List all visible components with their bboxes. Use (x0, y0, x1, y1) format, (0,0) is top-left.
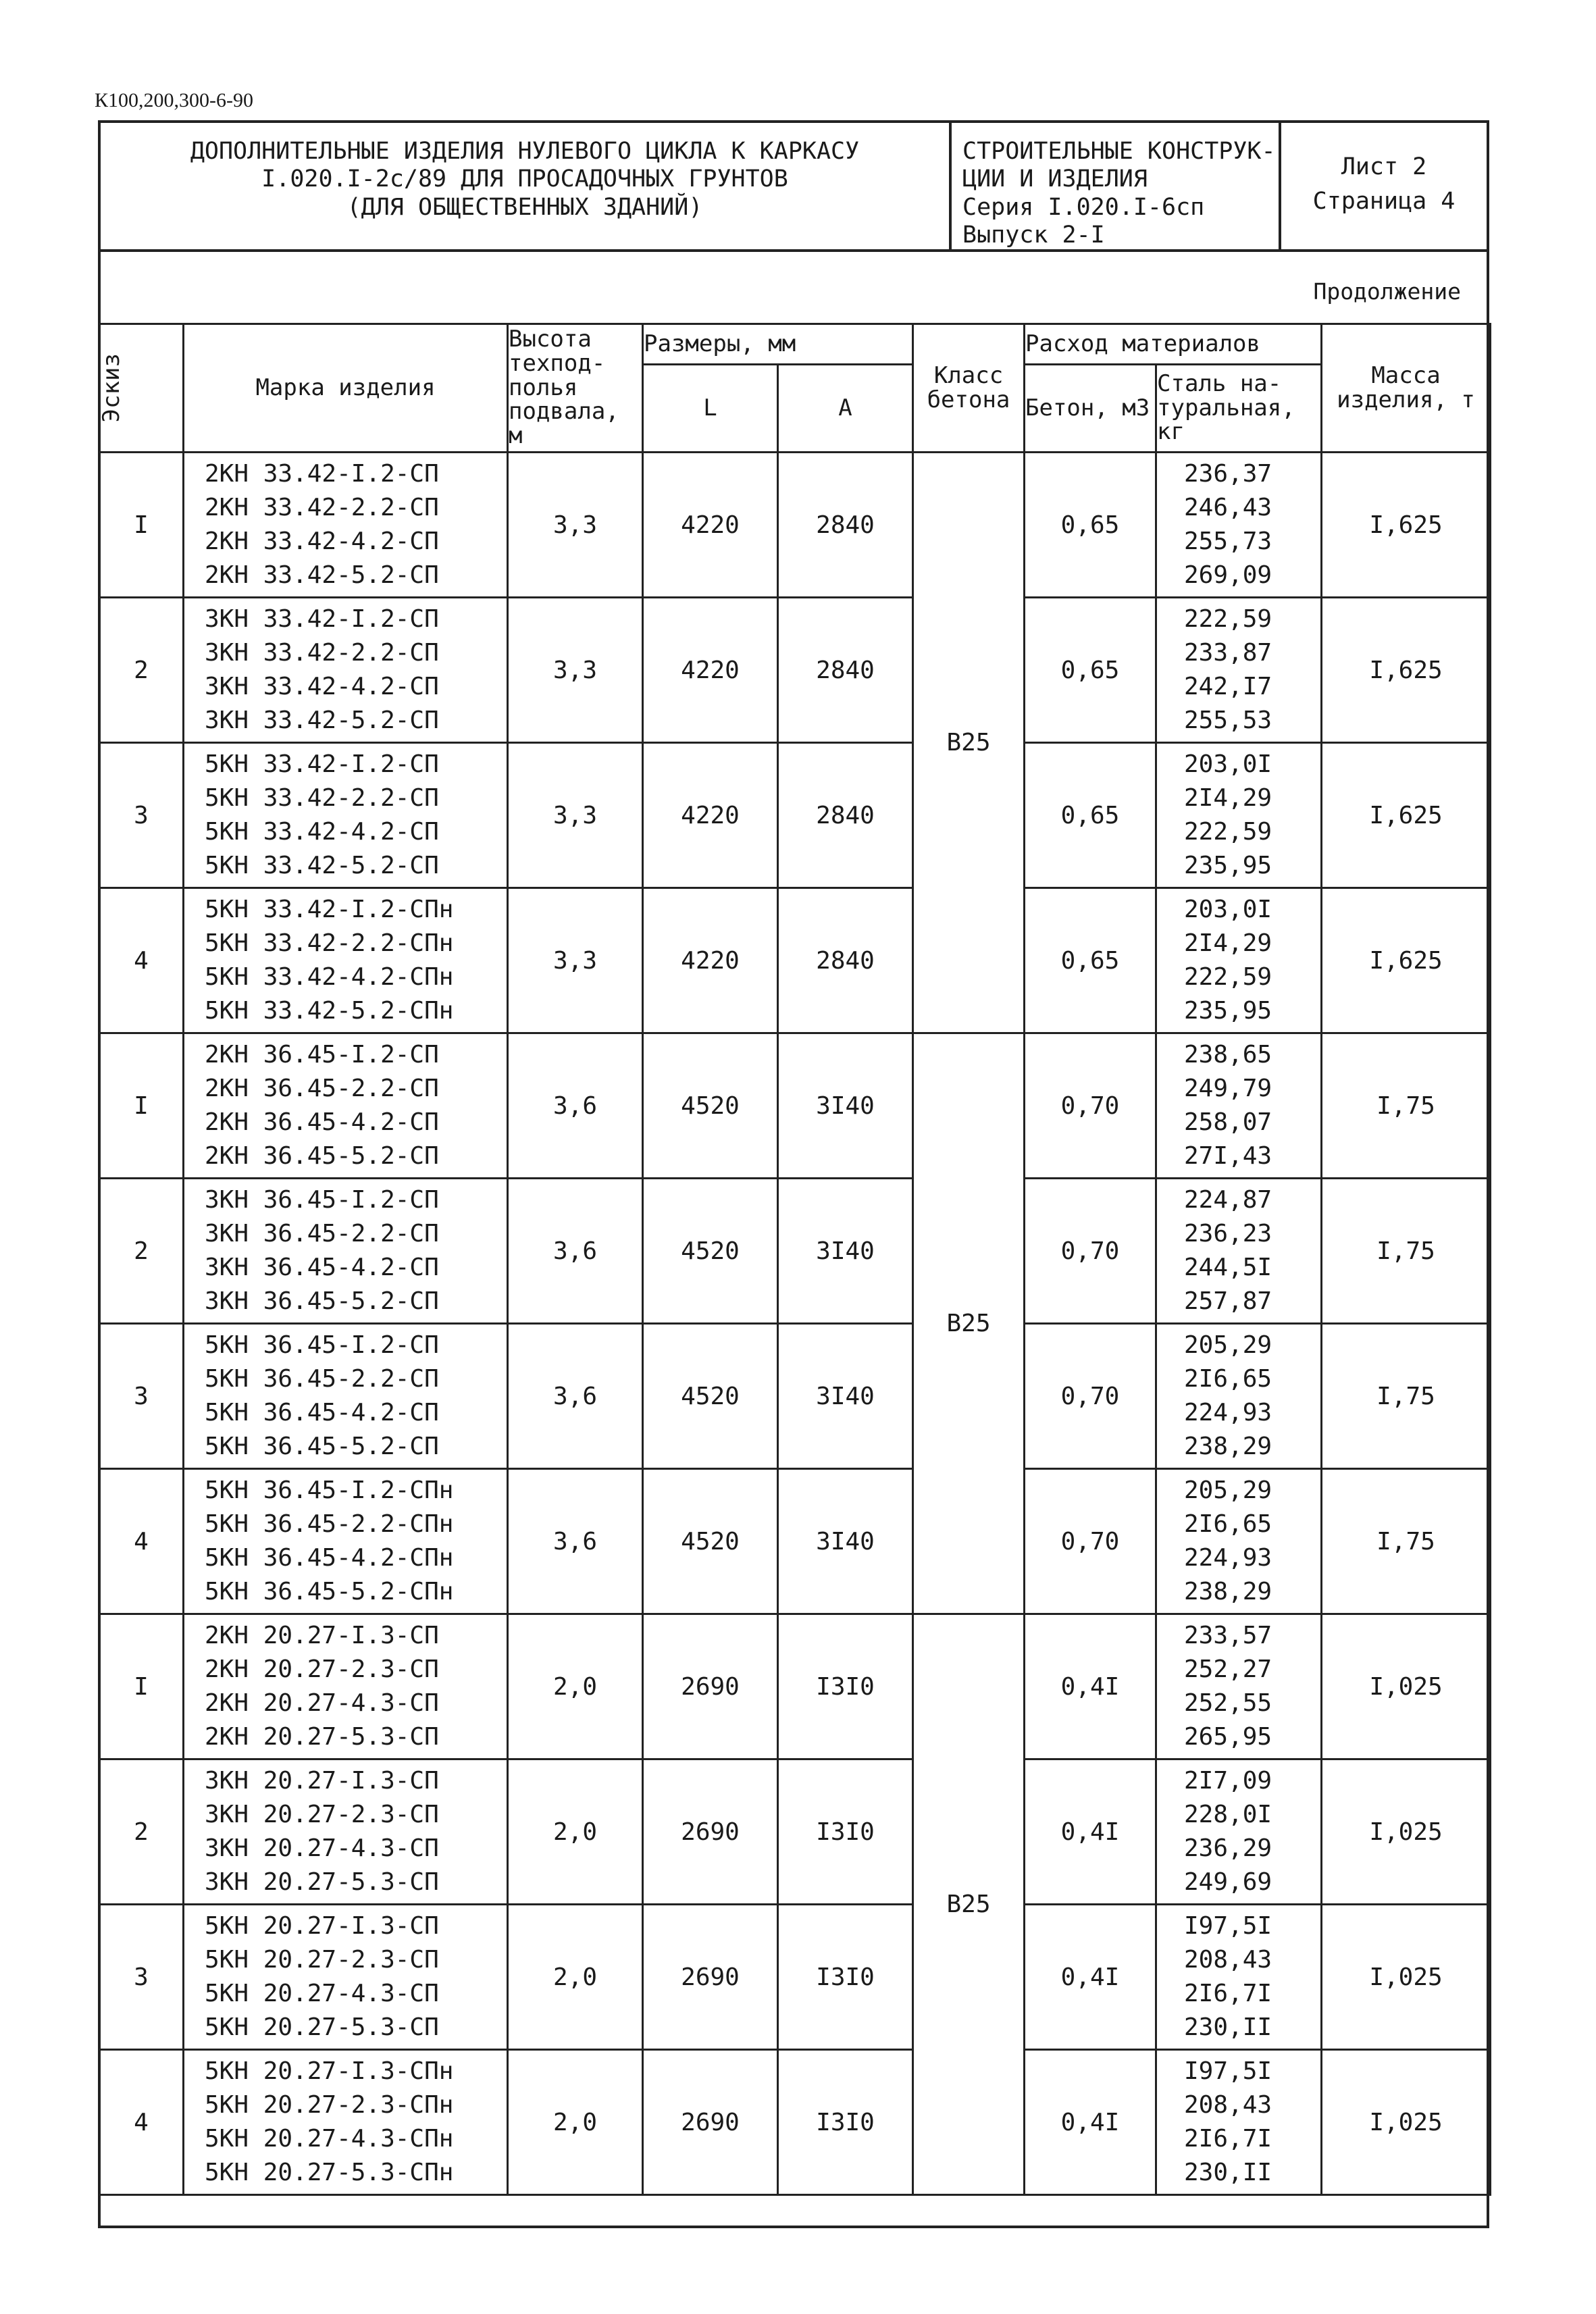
mark-line: 5КН 36.45-2.2-СП (205, 1365, 439, 1393)
steel-cell (1156, 743, 1322, 888)
mark-cell (184, 1179, 508, 1324)
width-cell: I3I0 (778, 1614, 913, 1759)
sketch-cell: I (99, 453, 184, 598)
mark-line: 2КН 36.45-5.2-СП (205, 1142, 439, 1170)
height-cell: 3,3 (508, 598, 643, 743)
mark-line: 3КН 33.42-2.2-СП (205, 639, 439, 667)
height-cell: 3,6 (508, 1179, 643, 1324)
steel-value: 246,43 (1184, 494, 1272, 521)
steel-value: 224,93 (1184, 1544, 1272, 1572)
width-cell: I3I0 (778, 1905, 913, 2050)
mark-cell (184, 1469, 508, 1614)
width-cell: 2840 (778, 743, 913, 888)
mark-cell (184, 1905, 508, 2050)
table-row (99, 743, 1491, 888)
series-info (952, 123, 1281, 249)
steel-value: 208,43 (1184, 1946, 1272, 1974)
width-cell: 3I40 (778, 1033, 913, 1179)
mark-line: 2КН 20.27-2.3-СП (205, 1655, 439, 1683)
mark-cell (184, 743, 508, 888)
length-cell: 2690 (643, 1614, 778, 1759)
mark-line: 5КН 36.45-I.2-СПн (205, 1476, 454, 1504)
steel-value: 235,95 (1184, 997, 1272, 1025)
steel-value: 257,87 (1184, 1287, 1272, 1315)
mark-line: 3КН 20.27-2.3-СП (205, 1801, 439, 1828)
mark-cell (184, 1324, 508, 1469)
concrete-class-cell: В25 (913, 1614, 1025, 2195)
width-cell: 3I40 (778, 1469, 913, 1614)
width-cell: 3I40 (778, 1179, 913, 1324)
mark-line: 3КН 36.45-4.2-СП (205, 1254, 439, 1281)
steel-cell (1156, 598, 1322, 743)
concrete-class-cell: В25 (913, 453, 1025, 1033)
mark-line: 5КН 36.45-5.2-СП (205, 1433, 439, 1460)
width-cell: I3I0 (778, 1759, 913, 1905)
mass-cell: I,025 (1322, 1905, 1491, 2050)
mass-cell: I,75 (1322, 1033, 1491, 1179)
table-row (99, 598, 1491, 743)
mark-line: 2КН 20.27-I.3-СП (205, 1622, 439, 1649)
concrete-volume-cell: 0,65 (1025, 888, 1156, 1033)
table-row (99, 1033, 1491, 1179)
length-cell: 2690 (643, 2050, 778, 2195)
steel-value: 255,73 (1184, 528, 1272, 555)
steel-cell (1156, 1469, 1322, 1614)
concrete-volume-cell: 0,70 (1025, 1469, 1156, 1614)
sheet-number: Лист 2 (1341, 153, 1427, 180)
concrete-volume-cell: 0,70 (1025, 1179, 1156, 1324)
mark-cell (184, 598, 508, 743)
steel-cell (1156, 1905, 1322, 2050)
header-concrete-class: Класс бетона (913, 324, 1025, 453)
length-cell: 4220 (643, 453, 778, 598)
mark-cell (184, 888, 508, 1033)
mark-line: 5КН 33.42-4.2-СП (205, 818, 439, 846)
mark-line: 5КН 33.42-5.2-СПн (205, 997, 454, 1025)
height-cell: 3,6 (508, 1469, 643, 1614)
steel-value: 258,07 (1184, 1108, 1272, 1136)
steel-value: 249,79 (1184, 1075, 1272, 1102)
steel-value: 233,57 (1184, 1622, 1272, 1649)
concrete-volume-cell: 0,65 (1025, 598, 1156, 743)
mark-cell (184, 2050, 508, 2195)
length-cell: 4520 (643, 1033, 778, 1179)
sheet-info (1281, 123, 1487, 249)
sketch-cell: 4 (99, 1469, 184, 1614)
mark-line: 2КН 36.45-I.2-СП (205, 1041, 439, 1069)
header-sketch: Эскиз (99, 324, 184, 453)
steel-value: 2I6,7I (1184, 2125, 1272, 2153)
steel-cell (1156, 2050, 1322, 2195)
concrete-volume-cell: 0,4I (1025, 2050, 1156, 2195)
length-cell: 2690 (643, 1759, 778, 1905)
steel-value: 2I7,09 (1184, 1767, 1272, 1795)
mark-cell (184, 1033, 508, 1179)
steel-value: 2I6,65 (1184, 1510, 1272, 1538)
mark-line: 5КН 20.27-4.3-СП (205, 1980, 439, 2007)
steel-value: 235,95 (1184, 852, 1272, 879)
mark-line: 2КН 36.45-4.2-СП (205, 1108, 439, 1136)
table-row (99, 1469, 1491, 1614)
mark-line: 5КН 36.45-5.2-СПн (205, 1578, 454, 1605)
header-dimensions: Размеры, мм (643, 324, 913, 365)
mark-line: 5КН 36.45-4.2-СПн (205, 1544, 454, 1572)
steel-cell (1156, 1759, 1322, 1905)
mass-cell: I,025 (1322, 1614, 1491, 1759)
steel-value: 252,27 (1184, 1655, 1272, 1683)
steel-value: 2I4,29 (1184, 784, 1272, 812)
mass-cell: I,625 (1322, 453, 1491, 598)
mark-line: 5КН 20.27-I.3-СП (205, 1912, 439, 1940)
steel-value: 222,59 (1184, 818, 1272, 846)
header-A: A (778, 365, 913, 453)
mark-line: 2КН 33.42-I.2-СП (205, 460, 439, 488)
steel-value: 242,I7 (1184, 673, 1272, 700)
steel-cell (1156, 1324, 1322, 1469)
height-cell: 2,0 (508, 1614, 643, 1759)
steel-value: 2I6,7I (1184, 1980, 1272, 2007)
series-line: ЦИИ И ИЗДЕЛИЯ (962, 165, 1148, 193)
mass-cell: I,025 (1322, 2050, 1491, 2195)
mark-cell (184, 1759, 508, 1905)
concrete-volume-cell: 0,4I (1025, 1759, 1156, 1905)
steel-value: 224,87 (1184, 1186, 1272, 1214)
mass-cell: I,625 (1322, 743, 1491, 888)
steel-value: 236,29 (1184, 1834, 1272, 1862)
steel-value: 236,23 (1184, 1220, 1272, 1248)
steel-value: 252,55 (1184, 1689, 1272, 1717)
steel-cell (1156, 1614, 1322, 1759)
mark-line: 2КН 20.27-4.3-СП (205, 1689, 439, 1717)
concrete-volume-cell: 0,4I (1025, 1905, 1156, 2050)
series-line: Выпуск 2-I (962, 221, 1105, 249)
table-row (99, 1179, 1491, 1324)
height-cell: 2,0 (508, 2050, 643, 2195)
sketch-cell: 2 (99, 598, 184, 743)
steel-cell (1156, 1179, 1322, 1324)
mark-line: 3КН 33.42-4.2-СП (205, 673, 439, 700)
steel-value: 255,53 (1184, 706, 1272, 734)
mark-line: 3КН 33.42-I.2-СП (205, 605, 439, 633)
steel-value: 222,59 (1184, 605, 1272, 633)
title-line: ДОПОЛНИТЕЛЬНЫЕ ИЗДЕЛИЯ НУЛЕВОГО ЦИКЛА К КАРКАСУ (190, 138, 860, 165)
mark-line: 2КН 33.42-5.2-СП (205, 561, 439, 589)
steel-value: I97,5I (1184, 1912, 1272, 1940)
steel-value: 224,93 (1184, 1399, 1272, 1426)
mark-line: 5КН 20.27-2.3-СПн (205, 2091, 454, 2119)
table-row (99, 1324, 1491, 1469)
concrete-volume-cell: 0,70 (1025, 1324, 1156, 1469)
width-cell: 2840 (778, 888, 913, 1033)
height-cell: 3,6 (508, 1324, 643, 1469)
mark-line: 5КН 33.42-2.2-СПн (205, 929, 454, 957)
height-cell: 3,3 (508, 743, 643, 888)
series-line: Серия I.020.I-6сп (962, 193, 1205, 221)
length-cell: 4520 (643, 1469, 778, 1614)
steel-value: 205,29 (1184, 1476, 1272, 1504)
mass-cell: I,625 (1322, 598, 1491, 743)
products-table (98, 323, 1491, 2196)
mark-cell (184, 453, 508, 598)
table-row (99, 1759, 1491, 1905)
steel-cell (1156, 1033, 1322, 1179)
mark-line: 2КН 36.45-2.2-СП (205, 1075, 439, 1102)
mark-line: 5КН 33.42-I.2-СПн (205, 896, 454, 923)
steel-value: 265,95 (1184, 1723, 1272, 1751)
concrete-volume-cell: 0,65 (1025, 743, 1156, 888)
header-mark: Марка изделия (184, 324, 508, 453)
continuation-label: Продолжение (1313, 278, 1461, 305)
mark-line: 2КН 20.27-5.3-СП (205, 1723, 439, 1751)
mark-line: 5КН 20.27-5.3-СПн (205, 2159, 454, 2186)
sketch-cell: 3 (99, 1324, 184, 1469)
table-row (99, 888, 1491, 1033)
width-cell: 2840 (778, 453, 913, 598)
concrete-volume-cell: 0,4I (1025, 1614, 1156, 1759)
steel-value: 230,II (1184, 2159, 1272, 2186)
mark-line: 5КН 20.27-4.3-СПн (205, 2125, 454, 2153)
sketch-cell: I (99, 1614, 184, 1759)
title-block (98, 120, 1489, 252)
sketch-cell: I (99, 1033, 184, 1179)
sketch-cell: 2 (99, 1759, 184, 1905)
width-cell: I3I0 (778, 2050, 913, 2195)
mark-line: 3КН 36.45-I.2-СП (205, 1186, 439, 1214)
mark-line: 5КН 33.42-4.2-СПн (205, 963, 454, 991)
mass-cell: I,025 (1322, 1759, 1491, 1905)
header-mass: Масса изделия, т (1322, 324, 1491, 453)
title-line: I.020.I-2с/89 ДЛЯ ПРОСАДОЧНЫХ ГРУНТОВ (261, 165, 788, 193)
mass-cell: I,625 (1322, 888, 1491, 1033)
header-height: Высота техпод-полья подвала, м (508, 324, 643, 453)
steel-value: 208,43 (1184, 2091, 1272, 2119)
steel-value: 238,65 (1184, 1041, 1272, 1069)
height-cell: 3,3 (508, 453, 643, 598)
mass-cell: I,75 (1322, 1469, 1491, 1614)
sketch-cell: 4 (99, 2050, 184, 2195)
length-cell: 4520 (643, 1179, 778, 1324)
steel-value: 203,0I (1184, 896, 1272, 923)
page-number: Страница 4 (1312, 187, 1456, 215)
mass-cell: I,75 (1322, 1324, 1491, 1469)
length-cell: 4220 (643, 598, 778, 743)
concrete-class-cell: В25 (913, 1033, 1025, 1614)
steel-value: 249,69 (1184, 1868, 1272, 1896)
mark-line: 3КН 33.42-5.2-СП (205, 706, 439, 734)
table-row (99, 1905, 1491, 2050)
steel-value: 244,5I (1184, 1254, 1272, 1281)
steel-value: 238,29 (1184, 1578, 1272, 1605)
sketch-cell: 3 (99, 1905, 184, 2050)
mark-line: 5КН 20.27-2.3-СП (205, 1946, 439, 1974)
sketch-cell: 4 (99, 888, 184, 1033)
mark-line: 5КН 33.42-2.2-СП (205, 784, 439, 812)
header-steel: Сталь на-туральная, кг (1156, 365, 1322, 453)
mark-line: 3КН 36.45-2.2-СП (205, 1220, 439, 1248)
mark-line: 3КН 36.45-5.2-СП (205, 1287, 439, 1315)
steel-value: 236,37 (1184, 460, 1272, 488)
concrete-volume-cell: 0,65 (1025, 453, 1156, 598)
concrete-volume-cell: 0,70 (1025, 1033, 1156, 1179)
title-line: (ДЛЯ ОБЩЕСТВЕННЫХ ЗДАНИЙ) (346, 193, 703, 221)
steel-cell (1156, 888, 1322, 1033)
mark-line: 5КН 20.27-I.3-СПн (205, 2057, 454, 2085)
mark-line: 5КН 33.42-I.2-СП (205, 750, 439, 778)
length-cell: 2690 (643, 1905, 778, 2050)
width-cell: 2840 (778, 598, 913, 743)
height-cell: 2,0 (508, 1905, 643, 2050)
mark-line: 5КН 20.27-5.3-СП (205, 2013, 439, 2041)
series-line: СТРОИТЕЛЬНЫЕ КОНСТРУК- (962, 138, 1276, 165)
steel-value: 27I,43 (1184, 1142, 1272, 1170)
width-cell: 3I40 (778, 1324, 913, 1469)
mark-line: 5КН 36.45-I.2-СП (205, 1331, 439, 1359)
mark-line: 3КН 20.27-I.3-СП (205, 1767, 439, 1795)
header-materials: Расход материалов (1025, 324, 1322, 365)
mark-line: 3КН 20.27-5.3-СП (205, 1868, 439, 1896)
mark-line: 3КН 20.27-4.3-СП (205, 1834, 439, 1862)
mark-cell (184, 1614, 508, 1759)
steel-value: 2I6,65 (1184, 1365, 1272, 1393)
steel-value: 222,59 (1184, 963, 1272, 991)
mark-line: 5КН 36.45-2.2-СПн (205, 1510, 454, 1538)
length-cell: 4220 (643, 743, 778, 888)
table-row (99, 453, 1491, 598)
steel-value: 205,29 (1184, 1331, 1272, 1359)
mark-line: 5КН 33.42-5.2-СП (205, 852, 439, 879)
table-row (99, 1614, 1491, 1759)
steel-value: 233,87 (1184, 639, 1272, 667)
height-cell: 3,3 (508, 888, 643, 1033)
sketch-cell: 3 (99, 743, 184, 888)
height-cell: 2,0 (508, 1759, 643, 1905)
document-code: К100,200,300-6-90 (95, 89, 253, 111)
mark-line: 2КН 33.42-4.2-СП (205, 528, 439, 555)
steel-value: I97,5I (1184, 2057, 1272, 2085)
sketch-cell: 2 (99, 1179, 184, 1324)
header-concrete: Бетон, м3 (1025, 365, 1156, 453)
table-row (99, 2050, 1491, 2195)
mark-line: 5КН 36.45-4.2-СП (205, 1399, 439, 1426)
steel-value: 238,29 (1184, 1433, 1272, 1460)
steel-value: 230,II (1184, 2013, 1272, 2041)
title-main (101, 123, 952, 249)
length-cell: 4220 (643, 888, 778, 1033)
steel-cell (1156, 453, 1322, 598)
mass-cell: I,75 (1322, 1179, 1491, 1324)
header-L: L (643, 365, 778, 453)
steel-value: 203,0I (1184, 750, 1272, 778)
height-cell: 3,6 (508, 1033, 643, 1179)
mark-line: 2КН 33.42-2.2-СП (205, 494, 439, 521)
steel-value: 228,0I (1184, 1801, 1272, 1828)
length-cell: 4520 (643, 1324, 778, 1469)
steel-value: 269,09 (1184, 561, 1272, 589)
steel-value: 2I4,29 (1184, 929, 1272, 957)
